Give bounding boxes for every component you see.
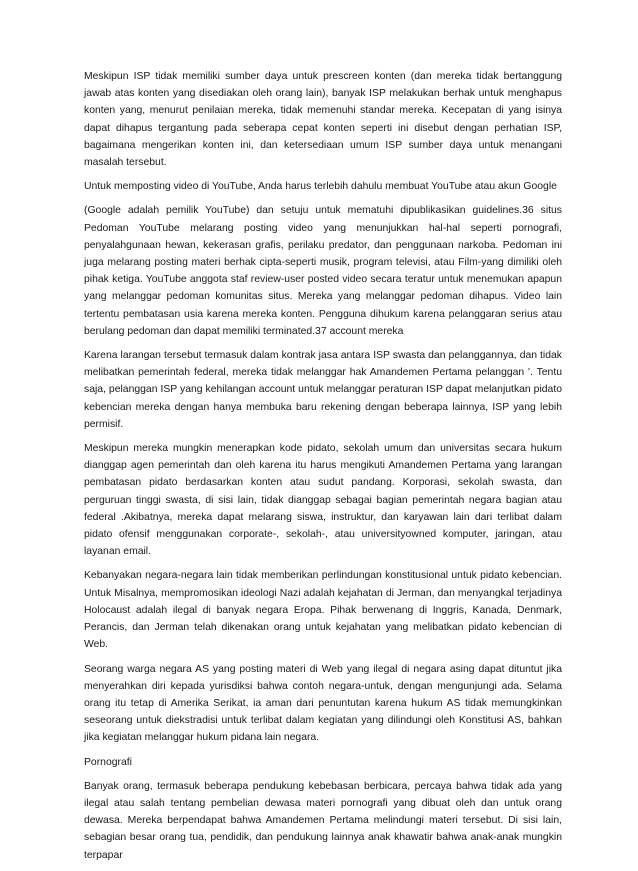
paragraph-us-citizen: Seorang warga negara AS yang posting materi di Web yang ilegal di negara asing dapat dituntut jika menyerahkan diri kepada yurisdiksi bahwa contoh negara-untuk, dengan mengunjungi ada. Selama orang itu tetap di Amerika Serikat, ia aman dari penuntutan karena hukum AS tidak memungkinkan seseorang untuk diekstradisi untuk terlibat dalam kegiatan yang dilindungi oleh Konstitusi AS, bahkan jika kegiatan melanggar hukum pidana lain negara.	[84, 663, 562, 744]
paragraph-pornography: Banyak orang, termasuk beberapa pendukung kebebasan berbicara, percaya bahwa tidak ada yang ilegal atau salah tentang pembelian dewasa materi pornografi yang dibuat oleh dan untuk orang dewasa. Mereka berpendapat bahwa Amandemen Pertama melindungi materi tersebut. Di sisi lain, sebagian besar orang tua, pendidik, dan pendukung lainnya anak khawatir bahwa anak-anak mungkin terpapar	[84, 780, 562, 861]
paragraph-isp-content-removal: Meskipun ISP tidak memiliki sumber daya untuk prescreen konten (dan mereka tidak bertanggung jawab atas konten yang disediakan oleh orang lain), banyak ISP melakukan berhak untuk menghapus konten yang, menurut penilaian mereka, tidak memenuhi standar mereka. Kecepatan di yang isinya dapat dihapus tergantung pada seberapa cepat konten seperti ini disebut dengan perhatian ISP, bagaimana mengerikan konten ini, dan ketersediaan umum ISP sumber daya untuk menangani masalah tersebut.	[84, 71, 562, 169]
section-heading-pornografi: Pornografi	[84, 756, 132, 768]
paragraph-isp-contract: Karena larangan tersebut termasuk dalam kontrak jasa antara ISP swasta dan pelanggannya, dan tidak melibatkan pemerintah federal, mereka tidak melanggar hak Amandemen Pertama pelanggan '. Tentu saja, pelanggan ISP yang kehilangan account untuk melanggar peraturan ISP dapat melanjutkan pidato kebencian mereka dengan hanya membuka baru rekening dengan beberapa lainnya, ISP yang lebih permisif.	[84, 350, 562, 430]
paragraph-speech-codes: Meskipun mereka mungkin menerapkan kode pidato, sekolah umum dan universitas secara hukum dianggap agen pemerintah dan oleh karena itu harus mengikuti Amandemen Pertama yang larangan pembatasan pidato berdasarkan konten atau sudut pandang. Korporasi, sekolah swasta, dan perguruan tinggi swasta, di sisi lain, tidak dianggap sebagai bagian pemerintah negara bagian atau federal .Akibatnya, mereka dapat melarang siswa, instruktur, dan karyawan lain dari terlibat dalam pidato ofensif menggunakan corporate-, sekolah-, atau universityowned komputer, jaringan, atau layanan email.	[84, 443, 562, 558]
document-body	[84, 68, 562, 871]
paragraph-youtube-guidelines: (Google adalah pemilik YouTube) dan setuju untuk mematuhi dipublikasikan guidelines.36 situs Pedoman YouTube melarang posting video yang menunjukkan hal-hal seperti pornografi, penyalahgunaan hewan, kekerasan grafis, perilaku predator, dan penggunaan narkoba. Pedoman ini juga melarang posting materi berhak cipta-seperti musik, program televisi, atau Film-yang dimiliki oleh pihak ketiga. YouTube anggota staf review-user posted video secara teratur untuk menemukan apapun yang melanggar pedoman komunitas situs. Mereka yang melanggar pedoman dihapus. Video lain tertentu pembatasan usia karena mereka konten. Pengguna dihukum karena pelanggaran serius atau berulang pedoman dan dapat memiliki terminated.37 account mereka	[84, 205, 562, 337]
paragraph-other-countries: Kebanyakan negara-negara lain tidak memberikan perlindungan konstitusional untuk pidato kebencian. Untuk Misalnya, mempromosikan ideologi Nazi adalah kejahatan di Jerman, dan menyangkal terjadinya Holocaust adalah ilegal di banyak negara Eropa. Pihak berwenang di Inggris, Kanada, Denmark, Perancis, dan Jerman telah dikenakan orang untuk kejahatan yang melibatkan pidato kebencian di Web.	[84, 570, 562, 651]
paragraph-youtube-account: Untuk memposting video di YouTube, Anda harus terlebih dahulu membuat YouTube atau akun Google	[84, 181, 557, 193]
